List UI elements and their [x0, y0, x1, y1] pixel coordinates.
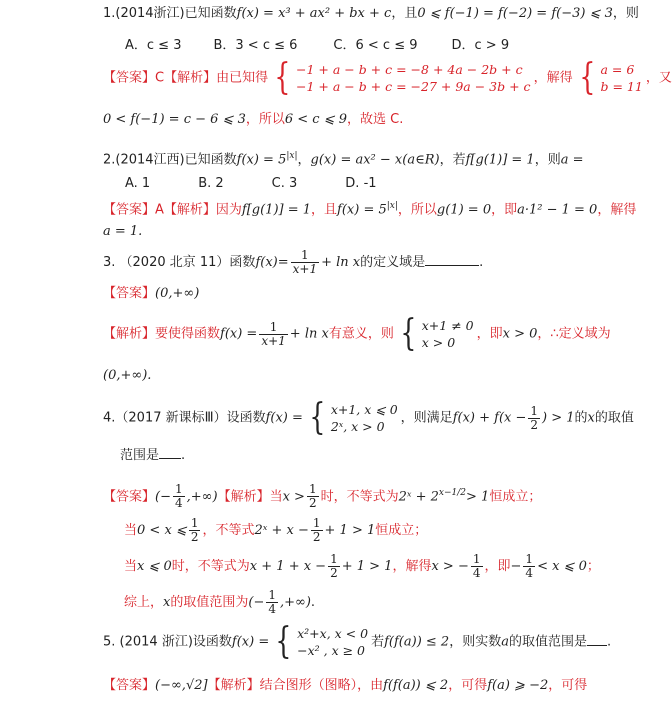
q1-stem: 1.(2014浙江)已知函数f(x) = x³ + ax² + bx + c，且0 ⩽ f(−1) = f(−2) = f(−3) ⩽ 3，则 [103, 6, 639, 21]
q2-option-b: B. 2 [198, 176, 224, 191]
q2-stem: 2.(2014江西)已知函数$f(x) = 5^{|x|}$，g(x) = ax² − x(a∈R)，若f[g(1)] = 1，则a = [103, 151, 584, 168]
q2-answer-line2: a = 1. [103, 224, 143, 239]
q4-stem-line2: 范围是 . [120, 448, 186, 463]
q4-summary: 综上，x的取值范围为(− $\frac{1}{4}$ ,+∞). [124, 588, 316, 616]
q4-answer: 【答案】(− $\frac{1}{4}$ ,+∞)【解析】当x > $\frac{1}{2}$ 时，不等式为2ˣ + $2^{x-1/2}> 1$恒成立； [103, 482, 542, 511]
q4-stem: 4.（2017 新课标Ⅲ）设函数f(x) = { x+1, x ⩽ 0 2ˣ, x > 0 ，则满足f(x) + f(x − $\frac{1}{2}$ ) > 1的x的取值 [103, 397, 634, 438]
q5-stem: 5. (2014 浙江)设函数f(x) = { x²+x, x < 0 −x² , x ≥ 0 若f(f(a)) ≤ 2，则实数a的取值范围是 . [103, 621, 612, 662]
q1-option-d: D．c > 9 [451, 38, 510, 53]
q2-option-d: D. -1 [345, 176, 377, 191]
q1-option-c: C．6 < c ≤ 9 [333, 38, 418, 53]
q4-blank [159, 458, 181, 459]
q2-options [125, 174, 407, 194]
q3-explain: 【解析】要使得函数f(x) = $\frac{1}{x+1}$ + ln x有意义，则 { x+1 ≠ 0 x > 0 ，即x > 0，∴定义域为 [103, 313, 611, 354]
q1-answer: 【答案】C【解析】由已知得 { −1 + a − b + c = −8 + 4a − 2b + c −1 + a − b + c = −27 + 9a − 3b + c ，解得 { a = 6 b = 11 ，又 [103, 57, 672, 98]
q3-stem: 3. （2020 北京 11）函数f(x)= $\frac{1}{x+1}$ + ln x的定义域是 . [103, 248, 484, 276]
q1-answer-line2: 0 < f(−1) = c − 6 ⩽ 3，所以6 < c ⩽ 9，故选 C. [103, 112, 404, 127]
q3-explain-line2: (0,+∞). [103, 368, 152, 383]
q1-option-b: B．3 < c ≤ 6 [213, 38, 298, 53]
q4-case3: 当x ⩽ 0时，不等式为x + 1 + x − $\frac{1}{2}$ + 1 > 1，解得x > − $\frac{1}{4}$ ，即− $\frac{1}{4}$ < x ⩽ 0； [124, 552, 600, 580]
q4-case2: 当0 < x ⩽ $\frac{1}{2}$ ，不等式2ˣ + x − $\frac{1}{2}$ + 1 > 1恒成立； [124, 516, 428, 544]
q1-options [125, 36, 539, 56]
q2-answer: 【答案】A【解析】因为f[g(1)] = 1，且$f(x) = 5^{|x|}$，所以g(1) = 0，即a·1² − 1 = 0，解得 [103, 201, 637, 218]
q1-option-a: A．c ≤ 3 [125, 38, 182, 53]
q3-blank [425, 265, 479, 266]
q5-answer: 【答案】(−∞,√2]【解析】结合图形（图略），由f(f(a)) ⩽ 2，可得f(a) ⩾ −2，可得 [103, 678, 588, 693]
q2-option-a: A. 1 [125, 176, 151, 191]
q5-blank [587, 645, 607, 646]
q3-answer: 【答案】(0,+∞) [103, 286, 200, 301]
q2-option-c: C. 3 [271, 176, 298, 191]
